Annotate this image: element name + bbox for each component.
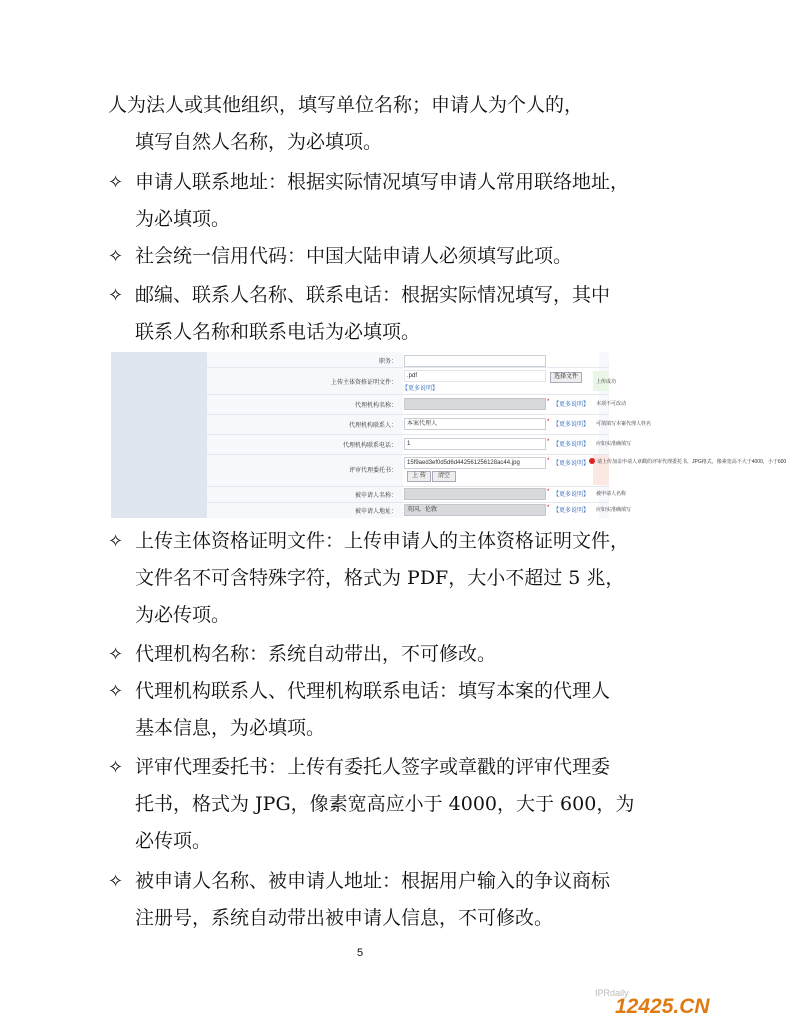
- text-line: 人为法人或其他组织，填写单位名称；申请人为个人的，: [108, 94, 584, 116]
- required-mark: *: [547, 419, 550, 425]
- text-line: 为必填项。: [135, 208, 231, 230]
- form-row: [207, 414, 652, 435]
- position-input[interactable]: [404, 355, 546, 367]
- form-row: [207, 434, 632, 455]
- more-info-link[interactable]: 【更多说明】: [553, 492, 590, 498]
- required-mark: *: [547, 489, 550, 495]
- bullet-icon: ✧: [108, 644, 124, 665]
- agency-contact-input[interactable]: 本案代理人: [404, 418, 546, 430]
- field-label: 被申请人地址：: [354, 509, 397, 515]
- field-label: 上传主体资格证明文件：: [330, 380, 397, 386]
- field-hint: 应如实准确填写: [596, 507, 632, 513]
- form-row: [207, 486, 627, 503]
- form-row: [207, 454, 786, 487]
- field-label: 代理机构联系电话：: [342, 443, 397, 449]
- text-line: 联系人名称和联系电话为必填项。: [135, 321, 421, 343]
- screenshot-form-area: [207, 352, 786, 518]
- field-label: 代理机构联系人：: [348, 423, 397, 429]
- more-info-link[interactable]: 【更多说明】: [553, 402, 590, 408]
- paragraph-7: [108, 681, 610, 739]
- field-hint: 可填填写本案代理人姓名: [596, 421, 652, 427]
- field-label: 被申请人名称：: [354, 493, 397, 499]
- form-row: [207, 352, 609, 368]
- text-line: 代理机构联系人、代理机构联系电话：填写本案的代理人: [135, 680, 611, 702]
- choose-file-button[interactable]: 选择文件: [550, 372, 582, 383]
- text-line: 填写自然人名称，为必填项。: [135, 131, 383, 153]
- text-line: 基本信息，为必填项。: [135, 717, 326, 739]
- power-of-attorney-field[interactable]: 15f9aed3ef0d5d6d442561256128ac44.jpg: [404, 457, 546, 469]
- agency-name-field: [404, 398, 546, 410]
- text-line: 文件名不可含特殊字符，格式为 PDF，大小不超过 5 兆，: [135, 567, 625, 589]
- page-number: 5: [356, 947, 364, 959]
- agency-phone-input[interactable]: 1: [404, 438, 546, 450]
- bullet-icon: ✧: [108, 681, 124, 702]
- qualification-file-field[interactable]: .pdf: [404, 370, 546, 382]
- text-line: 代理机构名称：系统自动带出，不可修改。: [135, 643, 497, 665]
- more-info-link[interactable]: 【更多说明】: [553, 422, 590, 428]
- paragraph-8: [108, 757, 634, 852]
- more-info-link[interactable]: 【更多说明】: [402, 386, 439, 392]
- field-hint: 本项不可改动: [596, 401, 627, 407]
- screenshot-sidebar: [111, 352, 207, 518]
- required-mark: *: [547, 458, 550, 464]
- bullet-icon: ✧: [108, 246, 124, 267]
- paragraph-2: [108, 172, 629, 230]
- watermark-source: IPRdaily: [595, 988, 629, 998]
- watermark-logo: 12425.CN: [615, 995, 710, 1018]
- text-line: 上传主体资格证明文件：上传申请人的主体资格证明文件，: [135, 530, 630, 552]
- text-line: 必传项。: [135, 830, 212, 852]
- clear-button[interactable]: 清空: [432, 471, 456, 482]
- field-label: 评审代理委托书：: [348, 468, 397, 474]
- text-line: 为必传项。: [135, 604, 231, 626]
- bullet-icon: ✧: [108, 871, 124, 892]
- form-row: [207, 502, 632, 518]
- bullet-icon: ✧: [108, 757, 124, 778]
- error-icon: [589, 458, 595, 464]
- form-row: [207, 367, 617, 395]
- required-mark: *: [547, 439, 550, 445]
- form-row: [207, 394, 627, 415]
- more-info-link[interactable]: 【更多说明】: [553, 442, 590, 448]
- text-line: 邮编、联系人名称、联系电话：根据实际情况填写，其中: [135, 284, 611, 306]
- field-label: 代理机构名称：: [354, 403, 397, 409]
- respondent-address-field: 英国，伦敦: [404, 504, 546, 516]
- field-label: 职务：: [378, 359, 397, 365]
- text-line: 被申请人名称、被申请人地址：根据用户输入的争议商标: [135, 870, 611, 892]
- paragraph-4: [108, 285, 610, 343]
- field-hint: 请上传加盖申请人章戳的评审代理委托书，JPG格式，像素宽高不大于4000，小于600: [597, 459, 786, 465]
- bullet-icon: ✧: [108, 285, 124, 306]
- required-mark: *: [547, 505, 550, 511]
- paragraph-9: [108, 871, 610, 929]
- text-line: 申请人联系地址：根据实际情况填写申请人常用联络地址，: [135, 171, 630, 193]
- required-mark: *: [547, 399, 550, 405]
- paragraph-3: [108, 246, 572, 267]
- more-info-link[interactable]: 【更多说明】: [553, 461, 590, 467]
- form-screenshot: [111, 352, 786, 518]
- more-info-link[interactable]: 【更多说明】: [553, 508, 590, 514]
- text-line: 社会统一信用代码：中国大陆申请人必须填写此项。: [135, 245, 573, 267]
- field-hint: 被申请人名称: [596, 491, 627, 497]
- field-hint: 应如实准确填写: [596, 441, 632, 447]
- field-hint: 上传成功: [596, 379, 617, 385]
- text-line: 评审代理委托书：上传有委托人签字或章戳的评审代理委: [135, 756, 611, 778]
- text-line: 托书，格式为 JPG，像素宽高应小于 4000，大于 600，为: [135, 793, 635, 815]
- paragraph-5: [108, 531, 629, 626]
- paragraph-1: [108, 95, 583, 153]
- bullet-icon: ✧: [108, 172, 124, 193]
- paragraph-6: [108, 644, 496, 665]
- respondent-name-field: [404, 488, 546, 500]
- upload-button[interactable]: 上 传: [407, 471, 431, 482]
- bullet-icon: ✧: [108, 531, 124, 552]
- text-line: 注册号，系统自动带出被申请人信息，不可修改。: [135, 907, 554, 929]
